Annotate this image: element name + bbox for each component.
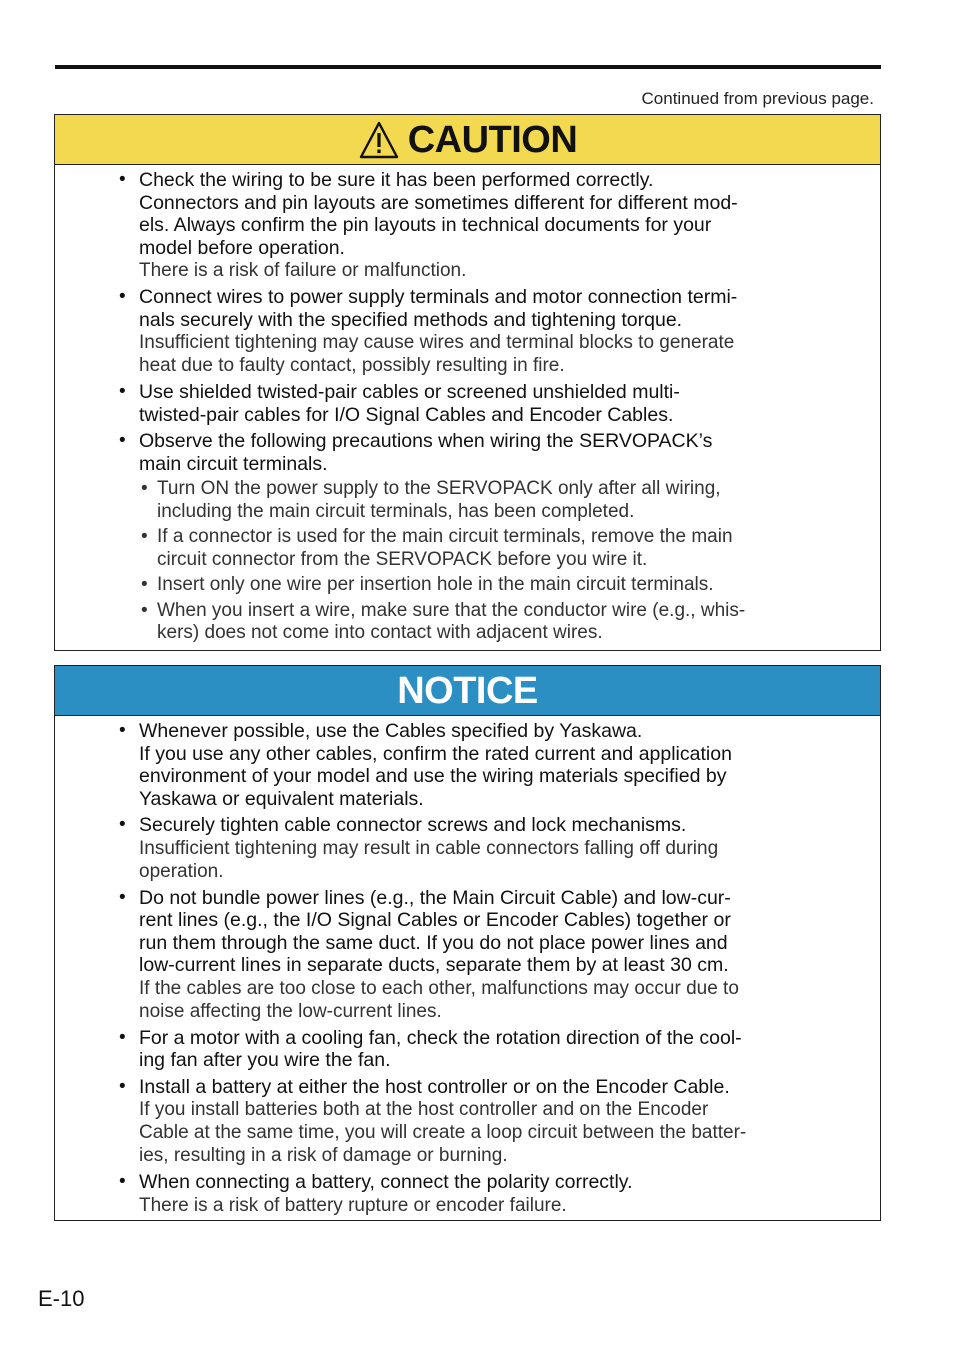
- text-line: heat due to faulty contact, possibly resulting in fire.: [139, 355, 565, 376]
- top-rule: [55, 65, 881, 69]
- item-main-text: [139, 381, 876, 426]
- text-line: Securely tighten cable connector screws and lock mechanisms.: [139, 814, 687, 836]
- list-item: [55, 1171, 876, 1217]
- bullet-icon: •: [119, 286, 126, 307]
- text-line: circuit connector from the SERVOPACK before you wire it.: [157, 548, 648, 570]
- bullet-icon: •: [119, 1171, 126, 1192]
- text-line: rent lines (e.g., the I/O Signal Cables or Encoder Cables) together or: [139, 909, 731, 931]
- text-line: Check the wiring to be sure it has been performed correctly.: [139, 169, 654, 191]
- list-item: [55, 430, 876, 645]
- list-item: [55, 814, 876, 883]
- bullet-icon: •: [119, 1075, 126, 1097]
- item-main-text: [139, 169, 876, 259]
- text-line: Connect wires to power supply terminals and motor connection termi-: [139, 286, 738, 308]
- text-line: ies, resulting in a risk of damage or burning.: [139, 1145, 508, 1166]
- text-line: low-current lines in separate ducts, separate them by at least 30 cm.: [139, 954, 729, 976]
- bullet-icon: •: [119, 430, 126, 451]
- small-bullet-icon: •: [141, 574, 148, 595]
- sub-list-item: [139, 526, 876, 571]
- text-line: There is a risk of failure or malfunction.: [139, 260, 467, 281]
- page-number: E-10: [38, 1286, 85, 1311]
- notice-box: [54, 665, 881, 1221]
- text-line: There is a risk of battery rupture or encoder failure.: [139, 1194, 567, 1216]
- text-line: environment of your model and use the wiring materials specified by: [139, 765, 727, 787]
- text-line: Turn ON the power supply to the SERVOPACK only after all wiring,: [157, 478, 721, 499]
- sub-list-item: [139, 478, 876, 523]
- text-line: Install a battery at either the host controller or on the Encoder Cable.: [139, 1075, 730, 1098]
- list-item: [55, 381, 876, 426]
- list-item: [55, 286, 876, 377]
- text-line: Do not bundle power lines (e.g., the Main Circuit Cable) and low-cur-: [139, 886, 731, 909]
- notice-title: NOTICE: [397, 669, 538, 712]
- list-item: [55, 1027, 876, 1072]
- text-line: ing fan after you wire the fan.: [139, 1049, 391, 1071]
- text-line: nals securely with the specified methods and tightening torque.: [139, 308, 683, 331]
- caution-header: [55, 115, 880, 165]
- text-line: Cable at the same time, you will create a loop circuit between the batter-: [139, 1122, 747, 1143]
- item-main-text: [139, 286, 876, 331]
- text-line: twisted-pair cables for I/O Signal Cables and Encoder Cables.: [139, 403, 674, 426]
- text-line: Insufficient tightening may cause wires and terminal blocks to generate: [139, 332, 735, 353]
- caution-list: [55, 165, 880, 645]
- bullet-icon: •: [119, 720, 126, 741]
- list-item: [55, 720, 876, 810]
- text-line: kers) does not come into contact with adjacent wires.: [157, 622, 603, 643]
- text-line: Insufficient tightening may result in cable connectors falling off during: [139, 837, 719, 859]
- bullet-icon: •: [119, 886, 126, 908]
- item-main-text: [139, 1076, 876, 1099]
- text-line: If a connector is used for the main circuit terminals, remove the main: [157, 526, 733, 547]
- text-line: Use shielded twisted-pair cables or screened unshielded multi-: [139, 381, 680, 403]
- continued-note: Continued from previous page.: [641, 89, 874, 108]
- item-main-text: [139, 720, 876, 810]
- item-note-text: [139, 331, 876, 377]
- small-bullet-icon: •: [141, 599, 148, 621]
- caution-box: [54, 114, 881, 651]
- caution-title: CAUTION: [407, 118, 578, 161]
- text-line: operation.: [139, 860, 224, 882]
- item-note-text: [139, 259, 876, 282]
- text-line: noise affecting the low-current lines.: [139, 1000, 442, 1022]
- item-note-text: [139, 1194, 876, 1217]
- item-note-text: [139, 977, 876, 1023]
- item-main-text: [139, 1171, 876, 1194]
- bullet-icon: •: [119, 381, 126, 402]
- sub-list-item: [139, 574, 876, 597]
- text-line: If you install batteries both at the host controller and on the Encoder: [139, 1099, 709, 1120]
- text-line: els. Always confirm the pin layouts in technical documents for your: [139, 214, 712, 236]
- warning-triangle-icon: [358, 120, 400, 160]
- list-item: [55, 169, 876, 282]
- text-line: If you use any other cables, confirm the rated current and application: [139, 742, 732, 765]
- text-line: main circuit terminals.: [139, 452, 328, 475]
- text-line: Whenever possible, use the Cables specified by Yaskawa.: [139, 720, 643, 742]
- item-main-text: [139, 814, 876, 837]
- text-line: run them through the same duct. If you do not place power lines and: [139, 931, 728, 954]
- sub-list-item: [139, 600, 876, 645]
- text-line: Observe the following precautions when wiring the SERVOPACK’s: [139, 430, 713, 452]
- text-line: model before operation.: [139, 236, 345, 259]
- item-note-text: [139, 837, 876, 883]
- item-main-text: [139, 1027, 876, 1072]
- small-bullet-icon: •: [141, 526, 148, 547]
- text-line: Insert only one wire per insertion hole in the main circuit terminals.: [157, 574, 714, 595]
- small-bullet-icon: •: [141, 478, 148, 499]
- list-item: [55, 1076, 876, 1168]
- notice-header: [55, 666, 880, 716]
- text-line: Connectors and pin layouts are sometimes different for different mod-: [139, 191, 738, 214]
- text-line: including the main circuit terminals, has been completed.: [157, 500, 635, 522]
- item-note-text: [139, 1098, 876, 1167]
- text-line: Yaskawa or equivalent materials.: [139, 787, 424, 810]
- bullet-icon: •: [119, 814, 126, 835]
- text-line: For a motor with a cooling fan, check the rotation direction of the cool-: [139, 1026, 742, 1049]
- text-line: When you insert a wire, make sure that the conductor wire (e.g., whis-: [157, 599, 746, 621]
- item-main-text: [139, 430, 876, 475]
- bullet-icon: •: [119, 1026, 126, 1048]
- notice-list: [55, 716, 880, 1217]
- bullet-icon: •: [119, 169, 126, 190]
- item-main-text: [139, 887, 876, 977]
- text-line: When connecting a battery, connect the polarity correctly.: [139, 1171, 633, 1193]
- text-line: If the cables are too close to each other, malfunctions may occur due to: [139, 977, 739, 999]
- list-item: [55, 887, 876, 1023]
